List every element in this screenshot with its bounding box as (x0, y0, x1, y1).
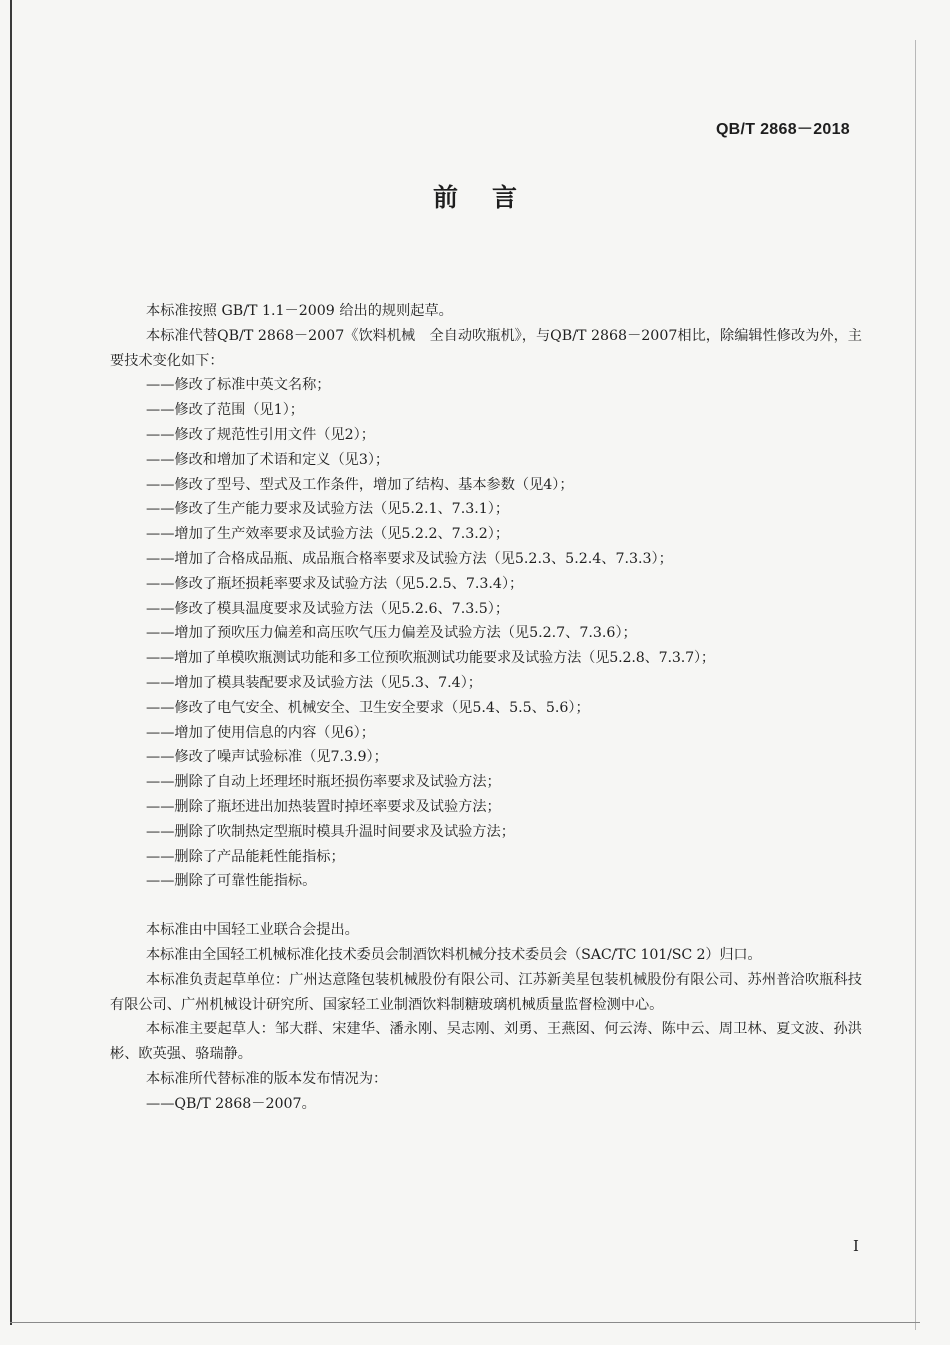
change-item: ——修改了生产能力要求及试验方法（见5.2.1、7.3.1）； (146, 501, 510, 518)
change-item: ——修改了模具温度要求及试验方法（见5.2.6、7.3.5）； (146, 600, 510, 617)
change-item: ——增加了单模吹瓶测试功能和多工位预吹瓶测试功能要求及试验方法（见5.2.8、7.3.7）； (146, 650, 715, 667)
change-item: ——修改了范围（见1）； (146, 402, 304, 419)
change-item: ——修改了规范性引用文件（见2）； (146, 426, 375, 443)
section-gap (110, 894, 862, 918)
page-edge-right (915, 40, 916, 1330)
change-item: ——修改了电气安全、机械安全、卫生安全要求（见5.4、5.5、5.6）； (146, 699, 590, 716)
closing-paragraph: ——QB/T 2868－2007。 (146, 1095, 316, 1112)
change-item: ——删除了吹制热定型瓶时模具升温时间要求及试验方法； (146, 823, 515, 840)
page-number: I (853, 1237, 859, 1255)
change-item: ——删除了自动上坯理坯时瓶坯损伤率要求及试验方法； (146, 774, 501, 791)
page-edge-bottom (10, 1322, 920, 1323)
intro-paragraph: 本标准按照 GB/T 1.1－2009 给出的规则起草。 (146, 303, 453, 319)
change-item: ——增加了生产效率要求及试验方法（见5.2.2、7.3.2）； (146, 526, 510, 543)
closing-paragraph: 本标准由全国轻工机械标准化技术委员会制酒饮料机械分技术委员会（SAC/TC 101/SC 2）归口。 (146, 946, 762, 963)
change-item: ——修改了瓶坯损耗率要求及试验方法（见5.2.5、7.3.4）； (146, 575, 524, 592)
closing-paragraph: 本标准由中国轻工业联合会提出。 (146, 922, 359, 939)
change-item: ——增加了合格成品瓶、成品瓶合格率要求及试验方法（见5.2.3、5.2.4、7.3.3）； (146, 550, 673, 567)
change-item: ——删除了瓶坯进出加热装置时掉坯率要求及试验方法； (146, 798, 501, 815)
standard-number: QB/T 2868－2018 (715, 121, 850, 138)
change-item: ——修改和增加了术语和定义（见3）； (146, 451, 390, 468)
foreword-body (110, 299, 862, 1117)
closing-paragraph: 本标准所代替标准的版本发布情况为： (146, 1070, 388, 1087)
change-item: ——修改了标准中英文名称； (146, 377, 331, 394)
change-item: ——增加了使用信息的内容（见6）； (146, 724, 375, 741)
change-item: ——删除了产品能耗性能指标； (146, 848, 345, 865)
closing-paragraph: 本标准主要起草人：邹大群、宋建华、潘永刚、吴志刚、刘勇、王燕囡、何云涛、陈中云、周卫林、夏文波、孙洪彬、欧英强、骆瑞静。 (110, 1021, 862, 1063)
closing-paragraph: 本标准负责起草单位：广州达意隆包装机械股份有限公司、江苏新美星包装机械股份有限公司、苏州普洽吹瓶科技有限公司、广州机械设计研究所、国家轻工业制酒饮料制糖玻璃机械质量监督检测中心。 (110, 971, 862, 1013)
page-title: 前言 (432, 183, 551, 212)
change-item: ——删除了可靠性能指标。 (146, 873, 317, 890)
change-item: ——增加了预吹压力偏差和高压吹气压力偏差及试验方法（见5.2.7、7.3.6）； (146, 625, 637, 642)
change-item: ——修改了噪声试验标准（见7.3.9）； (146, 749, 388, 766)
change-item: ——增加了模具装配要求及试验方法（见5.3、7.4）； (146, 674, 482, 691)
change-item: ——修改了型号、型式及工作条件，增加了结构、基本参数（见4）； (146, 476, 574, 493)
intro-paragraph: 本标准代替QB/T 2868－2007《饮料机械 全自动吹瓶机》，与QB/T 2868－2007相比，除编辑性修改为外，主要技术变化如下： (110, 327, 862, 369)
